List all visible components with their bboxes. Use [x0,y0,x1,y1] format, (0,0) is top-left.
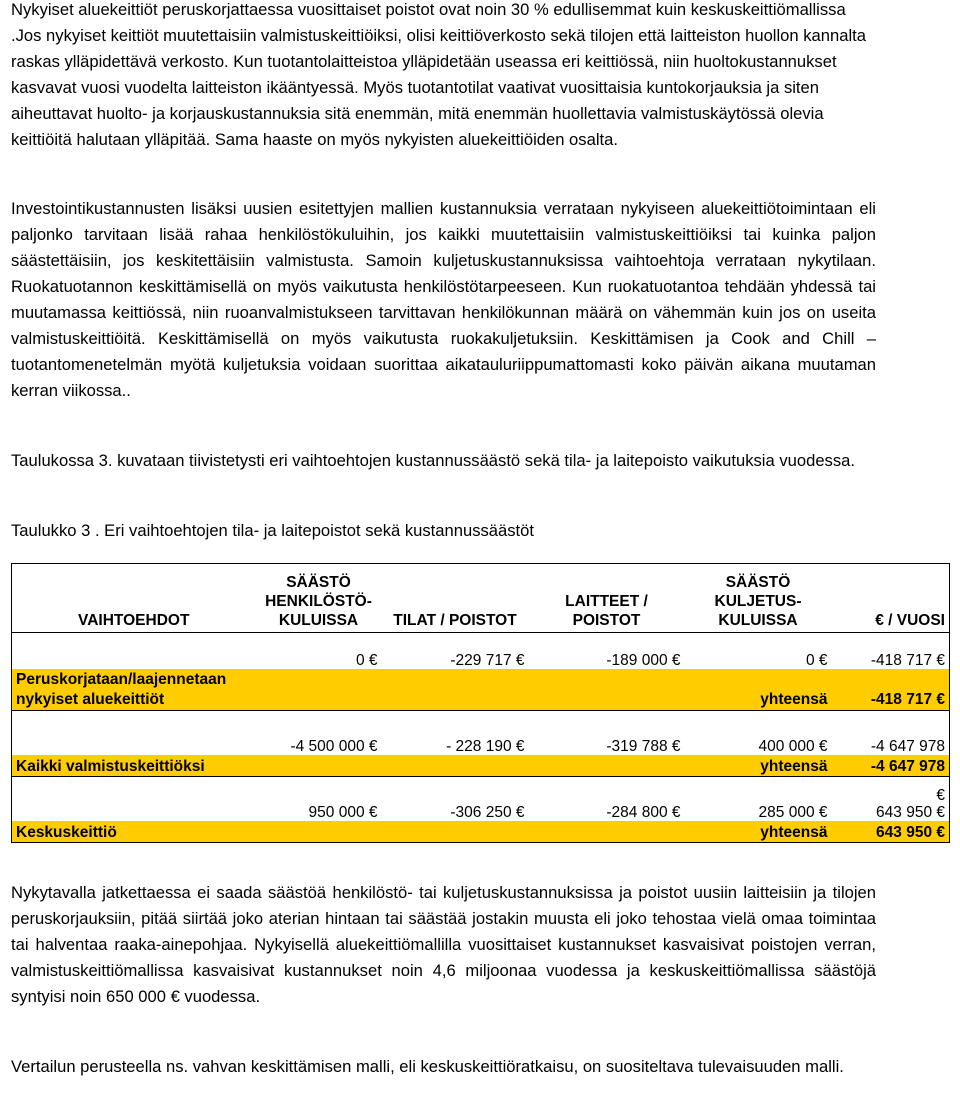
cell-henkilosto: -4 500 000 € [290,737,378,755]
table-caption: Taulukko 3 . Eri vaihtoehtojen tila- ja laitepoistot sekä kustannussäästöt [11,521,535,540]
header-laitteet: LAITTEET / POISTOT [529,564,685,633]
cell-laitteet: -319 788 € [606,737,681,755]
cell-kuljetus: 400 000 € [758,737,828,755]
cell-kuljetus: 0 € [805,651,828,669]
table-row-summary [12,821,950,843]
total-value: -4 647 978 [832,755,950,777]
option-label: Peruskorjataan/laajennetaan nykyiset aluekeittiöt [12,669,256,711]
paragraph-conclusion-costs: Nykytavalla jatkettaessa ei saada säästöä henkilöstö- tai kuljetuskustannuksissa ja poistot uusiin laitteisiin ja tilojen peruskorjauksiin, pitää siirtää joko aterian hintaan tai säästää jostakin muusta eli joko tehostaa vielä omaa toimintaa tai halventaa raaka-ainepohjaa. Nykyisellä aluekeittiömallilla vuosittaiset kustannukset kasvaisivat poistojen verran, valmistuskeittiömallissa kasvaisivat kustannukset noin 4,6 miljoonaa vuodessa ja keskuskeittiömallissa säästöjä syntyisi noin 650 000 € vuodessa. [11,883,876,1006]
paragraph-investment: Investointikustannusten lisäksi uusien esitettyjen mallien kustannuksia verrataan nykyiseen aluekeittiötoimintaan eli paljonko tarvitaan lisää rahaa henkilöstökuluihin, jos kaikki muutettaisiin valmistuskeittiöiksi tai kuinka paljon säästettäisiin, jos keskitettäisiin valmistusta. Samoin kuljetuskustannuksissa vaihtoehtoja verrataan nykytilaan. Ruokatuotannon keskittämisellä on myös vaikutusta henkilöstötarpeeseen. Kun ruokatuotantoa tehdään yhdessä tai muutamassa keittiössä, niin ruoanvalmistukseen tarvittavan henkilökunnan määrä on vähemmän kuin jos on useita valmistuskeittiöitä. Keskittämisellä on myös vaikutusta ruokakuljetuksiin. Keskittämisen ja Cook and Chill –tuotantomenetelmän myötä kuljetuksia voidaan suorittaa aikatauluriippumattomasti koko päivän aikana muutaman kerran viikossa.. [11,199,876,400]
total-value: -418 717 € [832,669,950,711]
cell-vuosi: -4 647 978 [832,711,950,755]
paragraph-recommendation: Vertailun perusteella ns. vahvan keskittämisen malli, eli keskuskeittiöratkaisu, on suositeltava tulevaisuuden malli. [11,1057,844,1076]
cell-laitteet: -284 800 € [606,803,681,821]
total-label: yhteensä [256,669,832,711]
cell-tilat: -306 250 € [450,803,525,821]
cell-vuosi: € 643 950 € [832,777,950,821]
cell-laitteet: -189 000 € [606,651,681,669]
total-label: yhteensä [256,821,832,843]
total-label: yhteensä [256,755,832,777]
cell-tilat: -229 717 € [450,651,525,669]
cell-henkilosto: 0 € [355,651,378,669]
header-vuosi: € / VUOSI [832,564,950,633]
table-row-summary [12,669,950,711]
header-kuljetus: SÄÄSTÖ KULJETUS-KULUISSA [685,564,832,633]
cell-tilat: - 228 190 € [446,737,525,755]
total-value: 643 950 € [832,821,950,843]
cell-vuosi: -418 717 € [832,633,950,669]
table-row-values [12,711,950,755]
option-label: Keskuskeittiö [12,821,256,843]
table-row-values [12,777,950,821]
option-label: Kaikki valmistuskeittiöksi [12,755,256,777]
header-henkilosto: SÄÄSTÖ HENKILÖSTÖ-KULUISSA [256,564,382,633]
cost-comparison-table [11,563,950,843]
cell-kuljetus: 285 000 € [758,803,828,821]
table-row-values [12,633,950,669]
paragraph-table-reference: Taulukossa 3. kuvataan tiivistetysti eri vaihtoehtojen kustannussäästö sekä tila- ja laitepoisto vaikutuksia vuodessa. [11,451,855,470]
table-header-row [12,564,950,633]
header-tilat: TILAT / POISTOT [382,564,529,633]
paragraph-intro: Nykyiset aluekeittiöt peruskorjattaessa vuosittaiset poistot ovat noin 30 % edullisemmat kuin keskuskeittiömallissa .Jos nykyiset keittiöt muutettaisiin valmistuskeittiöiksi, olisi keittiöverkosto sekä tilojen että laitteiston huollon kannalta raskas ylläpidettävä verkosto. Kun tuotantolaitteistoa ylläpidetään useassa eri keittiössä, niin huoltokustannukset kasvavat vuosi vuodelta laitteiston ikääntyessä. Myös tuotantotilat vaativat vuosittaisia kuntokorjauksia ja siten aiheuttavat huolto- ja korjauskustannuksia sitä enemmän, mitä enemmän huollettavia valmistuskäytössä olevia keittiöitä halutaan ylläpitää. Sama haaste on myös nykyisten aluekeittiöiden osalta. [11,0,866,149]
cell-henkilosto: 950 000 € [308,803,378,821]
table-row-summary [12,755,950,777]
header-vaihtoehdot: VAIHTOEHDOT [12,564,256,633]
